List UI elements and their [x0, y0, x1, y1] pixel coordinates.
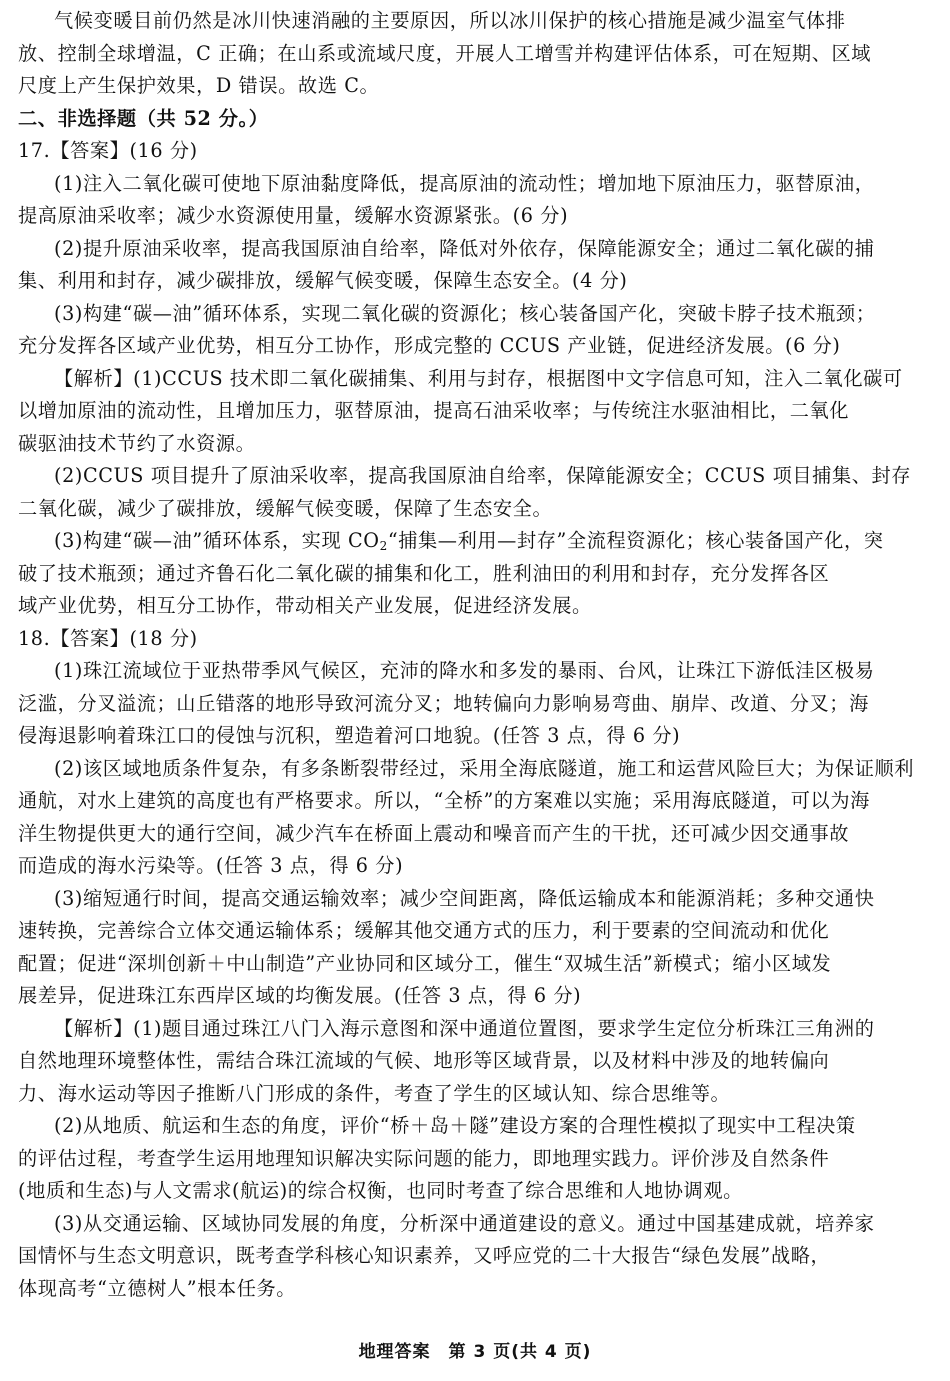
text-line: 【解析】(1)CCUS 技术即二氧化碳捕集、利用与封存，根据图中文字信息可知，注入二氧化碳可: [54, 366, 903, 390]
text-line: 通航，对水上建筑的高度也有严格要求。所以，“全桥”的方案难以实施；采用海底隧道，可以为海: [18, 789, 870, 812]
text-line: 充分发挥各区域产业优势，相互分工协作，形成完整的 CCUS 产业链，促进经济发展。(6 分): [18, 334, 841, 357]
question-18: [18, 623, 932, 1306]
text-line: 以增加原油的流动性，且增加压力，驱替原油，提高石油采收率；与传统注水驱油相比，二氧化: [18, 399, 850, 422]
text-line: 泛滥，分叉溢流；山丘错落的地形导致河流分叉；地转偏向力影响易弯曲、崩岸、改道、分叉；海: [18, 691, 869, 715]
text-line: 自然地理环境整体性，需结合珠江流域的气候、地形等区域背景，以及材料中涉及的地转偏向: [18, 1049, 830, 1072]
text-line: 破了技术瓶颈；通过齐鲁石化二氧化碳的捕集和化工，胜利油田的利用和封存，充分发挥各区: [18, 561, 830, 585]
text-fragment: “捕集—利用—封存”全流程资源化；核心装备国产化，突: [387, 529, 884, 552]
text-line: 尺度上产生保护效果，D 错误。故选 C。: [18, 74, 380, 97]
text-line: 配置；促进“深圳创新＋中山制造”产业协同和区域分工，催生“双城生活”新模式；缩小区域发: [18, 951, 832, 975]
text-line: 放、控制全球增温，C 正确；在山系或流域尺度，开展人工增雪并构建评估体系，可在短期、区域: [18, 41, 872, 65]
text-line: 展差异，促进珠江东西岸区域的均衡发展。(任答 3 点，得 6 分): [18, 984, 582, 1007]
page-footer: 地理答案 第 3 页(共 4 页): [358, 1342, 592, 1362]
text-line: 集、利用和封存，减少碳排放，缓解气候变暖，保障生态安全。(4 分): [18, 269, 628, 292]
text-line: (3)从交通运输、区域协同发展的角度，分析深中通道建设的意义。通过中国基建成就，培养家: [54, 1211, 875, 1235]
text-line: (2)从地质、航运和生态的角度，评价“桥＋岛＋隧”建设方案的合理性模拟了现实中工程决策: [54, 1114, 856, 1137]
text-line: 气候变暖目前仍然是冰川快速消融的主要原因，所以冰川保护的核心措施是减少温室气体排: [54, 9, 846, 32]
text-line: 碳驱油技术节约了水资源。: [18, 431, 256, 455]
text-line: 速转换，完善综合立体交通运输体系；缓解其他交通方式的压力，利于要素的空间流动和优化: [18, 919, 830, 942]
text-line: 【解析】(1)题目通过珠江八门入海示意图和深中通道位置图，要求学生定位分析珠江三角洲的: [54, 1016, 875, 1040]
intro-paragraph: [18, 5, 932, 103]
text-line: 洋生物提供更大的通行空间，减少汽车在桥面上震动和噪音而产生的干扰，还可减少因交通事故: [18, 821, 850, 845]
text-line: 国情怀与生态文明意识，既考查学科核心知识素养，又呼应党的二十大报告“绿色发展”战略，: [18, 1244, 831, 1267]
text-line: 的评估过程，考查学生运用地理知识解决实际问题的能力，即地理实践力。评价涉及自然条件: [18, 1146, 830, 1170]
text-line: 力、海水运动等因子推断八门形成的条件，考查了学生的区域认知、综合思维等。: [18, 1081, 731, 1105]
text-fragment: (3)构建“碳—油”循环体系，实现 CO: [54, 529, 380, 552]
text-line: 域产业优势，相互分工协作，带动相关产业发展，促进经济发展。: [18, 594, 592, 617]
text-line: (地质和生态)与人文需求(航运)的综合权衡，也同时考查了综合思维和人地协调观。: [18, 1179, 743, 1202]
subscript: 2: [379, 539, 388, 553]
text-line: 体现高考“立德树人”根本任务。: [18, 1276, 297, 1300]
text-line: (2)提升原油采收率，提高我国原油自给率，降低对外依存，保障能源安全；通过二氧化碳的捕: [54, 236, 875, 260]
section-heading: 二、非选择题（共 52 分。）: [18, 106, 269, 130]
text-line: (1)珠江流域位于亚热带季风气候区，充沛的降水和多发的暴雨、台风，让珠江下游低洼区极易: [54, 659, 875, 682]
q18-heading: 18.【答案】(18 分): [18, 626, 198, 650]
text-line: (1)注入二氧化碳可使地下原油黏度降低，提高原油的流动性；增加地下原油压力，驱替原油，: [54, 171, 875, 195]
question-17: [18, 135, 932, 623]
text-line: 侵海退影响着珠江口的侵蚀与沉积，塑造着河口地貌。(任答 3 点，得 6 分): [18, 724, 681, 747]
answer-content: [18, 5, 932, 1305]
text-line: (3)缩短通行时间，提高交通运输效率；减少空间距离，降低运输成本和能源消耗；多种交通快: [54, 886, 875, 910]
text-line: [18, 525, 932, 558]
q17-heading: 17.【答案】(16 分): [18, 139, 198, 162]
text-line: 提高原油采收率；减少水资源使用量，缓解水资源紧张。(6 分): [18, 204, 569, 227]
text-line: (2)该区域地质条件复杂，有多条断裂带经过，采用全海底隧道，施工和运营风险巨大；为保证顺利: [54, 756, 915, 780]
text-line: (2)CCUS 项目提升了原油采收率，提高我国原油自给率，保障能源安全；CCUS 项目捕集、封存: [54, 464, 912, 487]
text-line: (3)构建“碳—油”循环体系，实现二氧化碳的资源化；核心装备国产化，突破卡脖子技术瓶颈；: [54, 301, 876, 325]
text-line: 二氧化碳，减少了碳排放，缓解气候变暖，保障了生态安全。: [18, 496, 553, 520]
text-line: 而造成的海水污染等。(任答 3 点，得 6 分): [18, 854, 404, 877]
